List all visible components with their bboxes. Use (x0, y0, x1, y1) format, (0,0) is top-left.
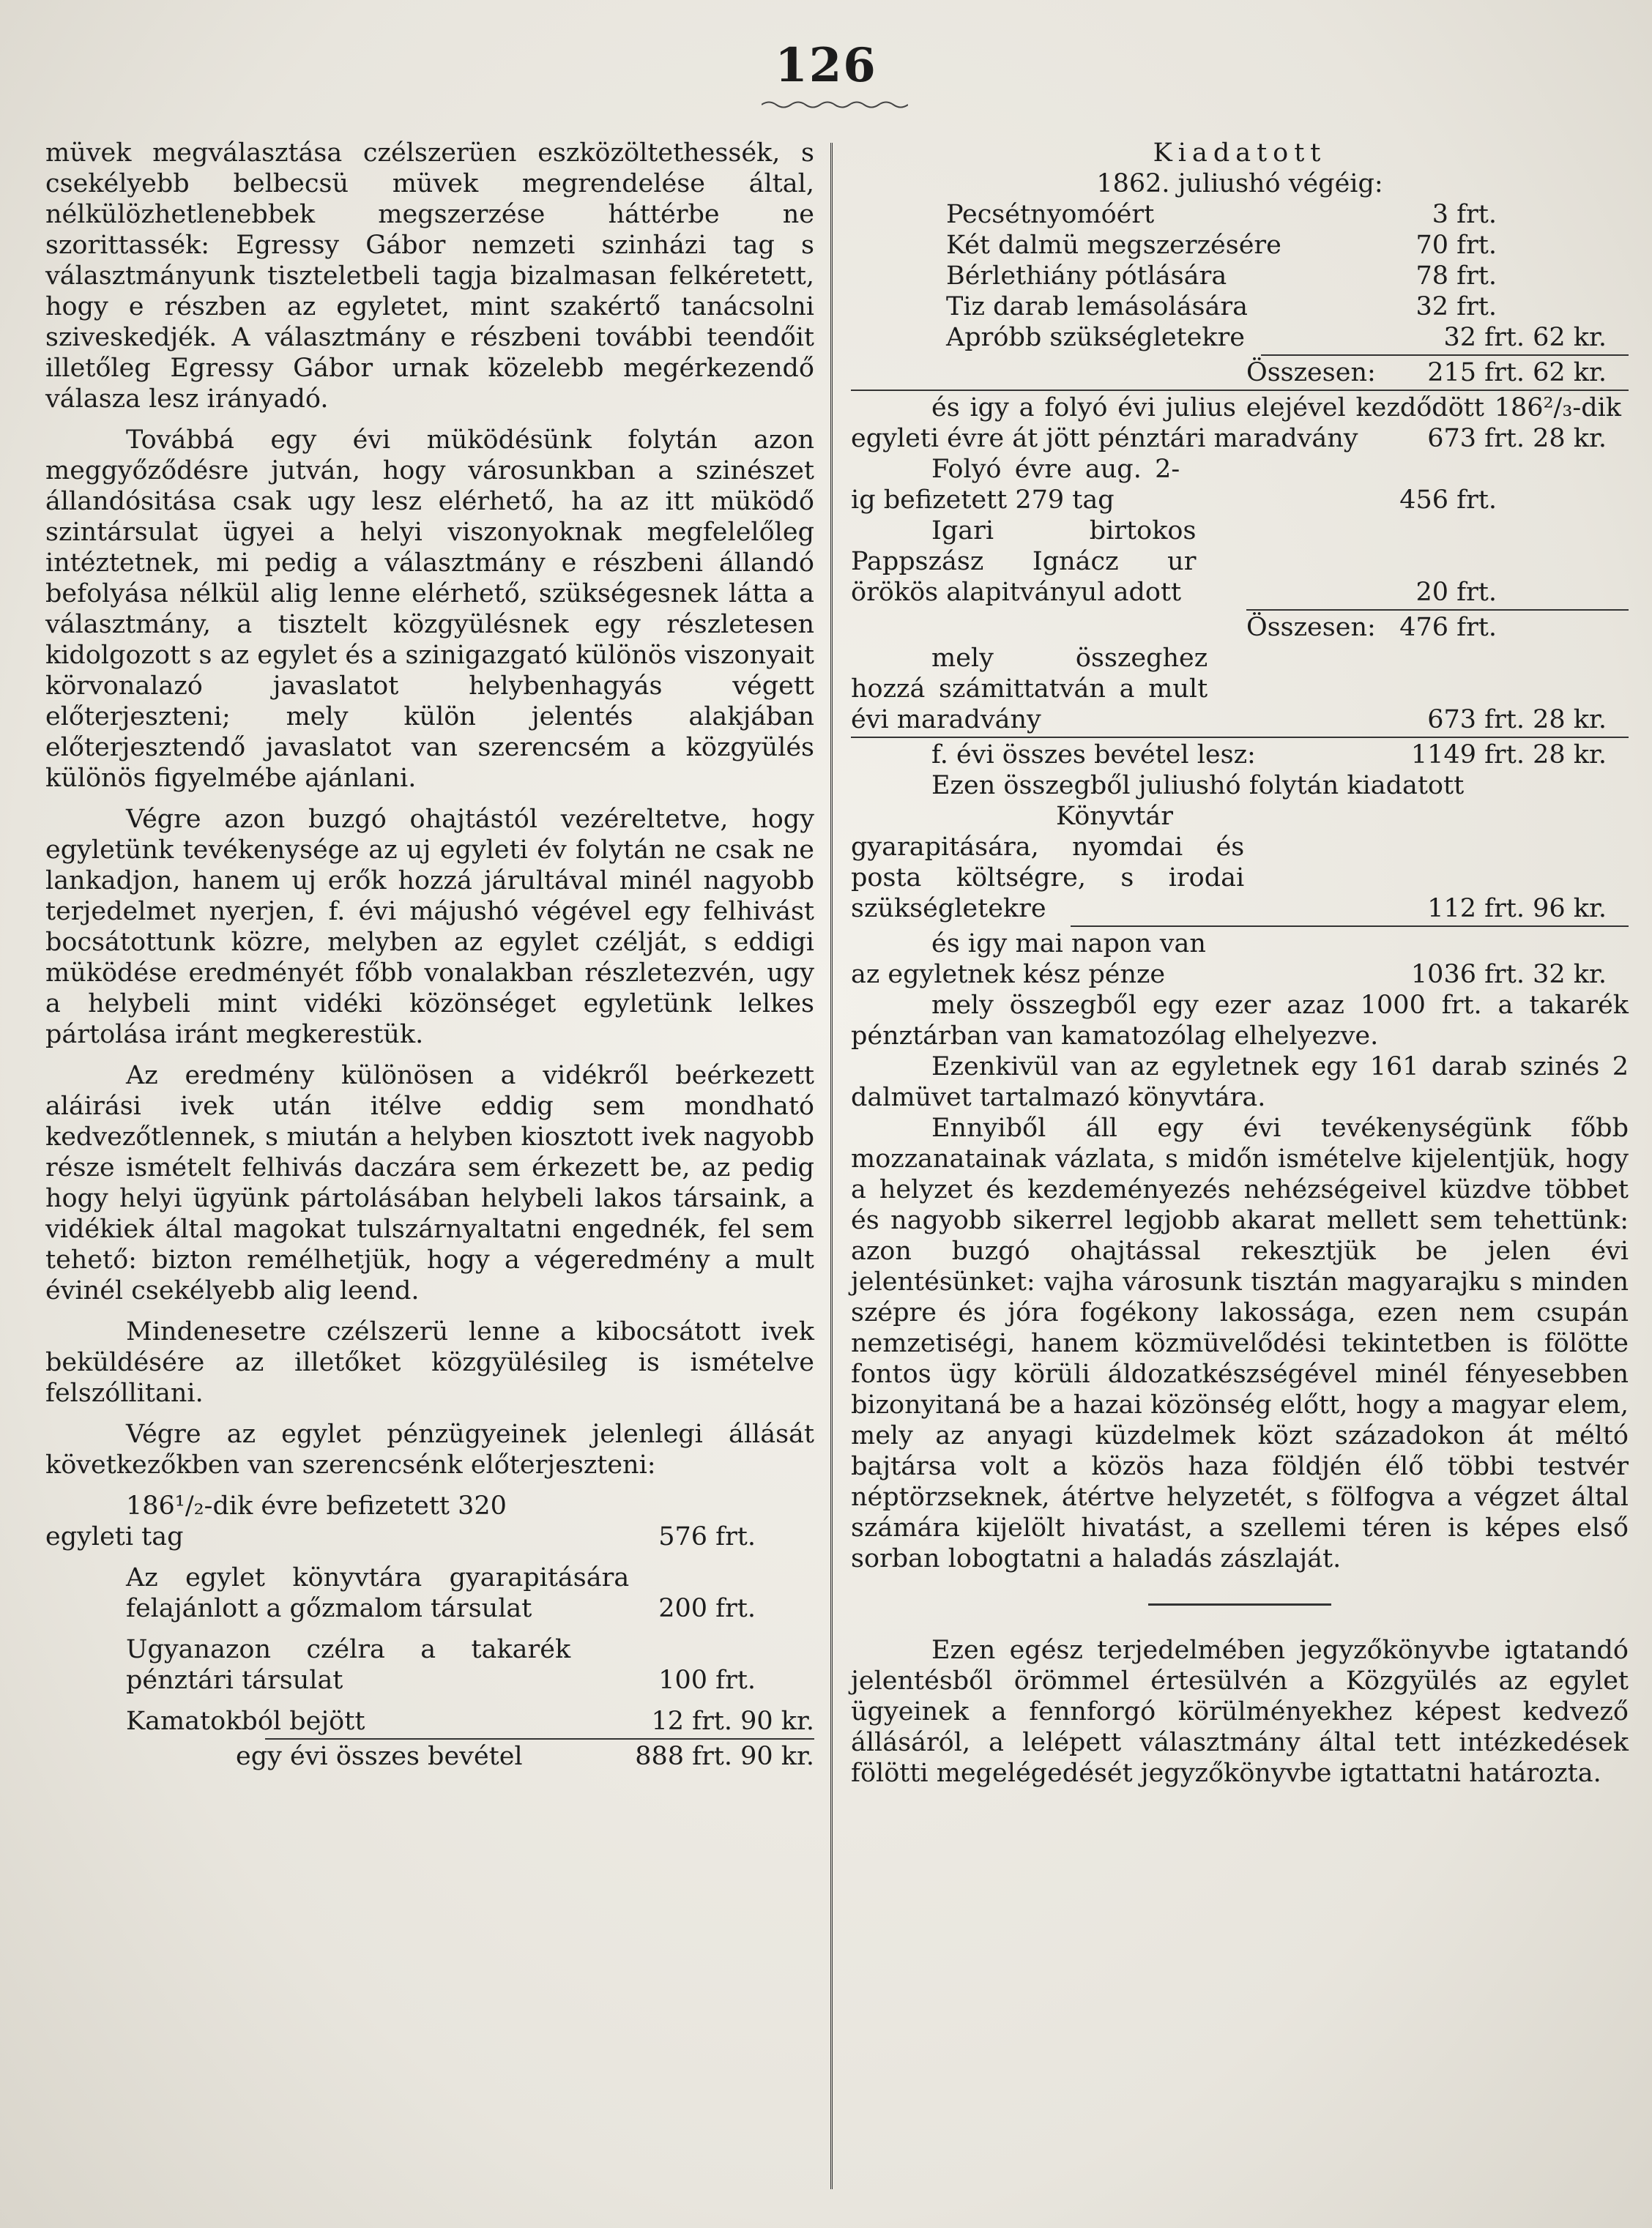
income-amount: 12 frt. 90 kr. (651, 1707, 814, 1736)
expense-amount: 3 frt. (1432, 200, 1497, 229)
expense-subheading: 1862. juliushó végéig: (1096, 169, 1383, 198)
sum-amount: 215 frt. 62 kr. (1427, 358, 1607, 387)
sum-line (1071, 925, 1629, 927)
expense-amount: 32 frt. (1415, 292, 1497, 321)
income-amount: 100 frt. (658, 1666, 756, 1695)
cash-amount: 1036 frt. 32 kr. (1410, 960, 1607, 989)
text-row (851, 770, 1629, 801)
expense-amount: 70 frt. (1415, 231, 1497, 260)
expense-intro: Ezen összegből juliushó folytán kiadatott (931, 771, 1465, 800)
total-label: egy évi összes bevétel (236, 1742, 523, 1771)
expense-heading: Kiadatott (1153, 138, 1327, 168)
cash-label: és igy mai napon van az egyletnek kész pénze (851, 929, 1206, 989)
expense-amount: 32 frt. 62 kr. (1443, 323, 1607, 352)
sum-line (1246, 609, 1629, 611)
expense-label: Apróbb szükségletekre (946, 323, 1245, 352)
income-label: 186¹/₂-dik évre befizetett 320 (126, 1491, 507, 1521)
income-amount: 20 frt. (1415, 578, 1497, 607)
income-total (45, 1741, 814, 1772)
ornament-divider (762, 100, 908, 110)
expense-row (851, 230, 1629, 261)
expense-row (851, 801, 1629, 924)
paragraph: mely összegből egy ezer azaz 1000 frt. a takarék pénztárban van kamatozólag elhelyezve. (851, 991, 1629, 1051)
income-amount: 200 frt. (658, 1594, 756, 1623)
sum-row (851, 612, 1629, 643)
sum-line (1261, 354, 1629, 356)
paragraph: müvek megválasztása czélszerüen eszközöltethessék, s csekélyebb belbecsü müvek megrendelése által, nélkülözhetlenebbek megszerzése háttérbe ne szorittassék: Egressy Gábor nemzeti szinházi tag s választmányunk tiszteletbeli tagja bizalmasan felkéretett, hogy e részben az egyletet, mint szakértő tanácsolni sziveskedjék. A választmány e részbeni további teendőit illetőleg Egressy Gábor urnak közelebb megérkezendő válasza lesz irányadó. (45, 138, 814, 414)
paragraph: Végre az egylet pénzügyeinek jelenlegi állását következőkben van szerencsénk előterjeszteni: (45, 1420, 814, 1480)
expense-amount: 112 frt. 96 kr. (1427, 894, 1607, 923)
balance-label: és igy a folyó évi julius elejével kezdődött 186²/₃-dik egyleti évre át jött pénztári maradvány (851, 393, 1621, 453)
income-label: Kamatokból bejött (126, 1707, 365, 1736)
expense-row (851, 291, 1629, 322)
paragraph: Ennyiből áll egy évi tevékenységünk főbb mozzanatainak vázlata, s midőn ismételve kijelentjük, hogy a helyzet és kezdeményezés nehézségeivel küzdve többet és nagyobb sikerrel legjobb akarat mellett sem tehettünk: azon buzgó ohajtással rekesztjük be jelen évi jelentésünket: vajha városunk tisztán magyarajku s minden szépre és jóra fogékony lakossága, ezen nem csupán nemzetiségi, hanem közmüvelődési tekintetben is fölötte fontos ügy körüli áldozatkészségével minél fényesebben bizonyitaná be a hazai közönség előtt, hogy a magyar elem, mely az anyagi küzdelmek közt századokon át méltó bajtársa volt a közös haza földjén élő többi testvér néptörzseknek, átértve helyzetét, s fölfogva a végzet által számára kijelölt hivatást, a szellemi téren is képes első sorban lobogtatni a haladás zászlaját. (851, 1114, 1629, 1573)
sum-row (851, 357, 1629, 388)
section-divider (1148, 1603, 1331, 1606)
paragraph: Végre azon buzgó ohajtástól vezéreltetve, hogy egyletünk tevékenysége az uj egyleti év folytán ne csak ne lankadjon, hanem uj erők hozzá járultával minél nagyobb terjedelmet nyerjen, f. évi májushó végével egy felhivást bocsátottunk közre, melyben az egylet czélját, s eddigi müködése eredményét főbb vonalakban részletezvén, ugy a helybeli mint vidéki közönséget egyletünk lelkes pártolása iránt megkerestük. (45, 805, 814, 1049)
expense-label: Bérlethiány pótlására (946, 261, 1227, 291)
balance-amount: 673 frt. 28 kr. (1427, 705, 1607, 734)
expense-row (851, 199, 1629, 230)
income-item (45, 1562, 814, 1624)
income-item (45, 1634, 814, 1696)
expense-label: Két dalmü megszerzésére (946, 231, 1281, 260)
income-label: egyleti tag (45, 1522, 184, 1551)
income-label: Az egylet könyvtára gyarapitására felajánlott a gőzmalom társulat (126, 1563, 630, 1623)
income-label: Folyó évre aug. 2-ig befizetett 279 tag (851, 455, 1180, 515)
sum-amount: 476 frt. (1399, 613, 1497, 642)
total-label: f. évi összes bevétel lesz: (931, 740, 1256, 770)
balance-label: mely összeghez hozzá számittatván a mult évi maradvány (851, 644, 1208, 734)
balance-row (851, 643, 1629, 735)
cash-row (851, 928, 1629, 990)
balance-amount: 673 frt. 28 kr. (1427, 424, 1607, 453)
income-row (851, 515, 1629, 608)
paragraph: Ezen egész terjedelmében jegyzőkönyvbe igtatandó jelentésből örömmel értesülvén a Közgyülés az egylet ügyeinek a fennforgó körülményekhez képest kedvező állásáról, a lelépett választmány által tett intézkedések fölötti megelégedését jegyzőkönyvbe igtattatni határozta. (851, 1636, 1629, 1788)
paragraph: Az eredmény különösen a vidékről beérkezett aláirási ivek után itélve eddig sem mondható kedvezőtlennek, s miután a helyben kiosztott ivek nagyobb része ismételt felhivás daczára sem érkezett be, az pedig hogy helyi ügyünk pártolásában helybeli lakos társaink, a vidékiek által magokat tulszárnyaltatni engednék, fel sem tehető: bizton remélhetjük, hogy a végeredmény a mult évinél csekélyebb alig leend. (45, 1061, 814, 1305)
paragraph: Mindenesetre czélszerü lenne a kibocsátott ivek beküldésére az illetőket közgyülésileg is ismételve felszóllitani. (45, 1317, 814, 1408)
income-amount: 456 frt. (1399, 485, 1497, 515)
total-amount: 1149 frt. 28 kr. (1410, 740, 1607, 770)
right-column (851, 138, 1629, 1789)
expense-label: Tiz darab lemásolására (946, 292, 1248, 321)
sum-line (851, 737, 1629, 738)
paragraph: Ezenkivül van az egyletnek egy 161 darab szinés 2 dalmüvet tartalmazó könyvtára. (851, 1052, 1629, 1112)
income-label: Ugyanazon czélra a takarék pénztári társulat (126, 1635, 571, 1695)
income-item (45, 1706, 814, 1737)
sum-label: Összesen: (1246, 358, 1376, 387)
expense-label: Pecsétnyomóért (946, 200, 1155, 229)
sum-line (265, 1738, 814, 1740)
total-row (851, 739, 1629, 770)
column-rule (830, 143, 833, 2189)
income-item (45, 1491, 814, 1552)
total-amount: 888 frt. 90 kr. (635, 1742, 814, 1771)
expense-label: Könyvtár gyarapitására, nyomdai és posta költségre, s irodai szükségletekre (851, 802, 1245, 923)
sum-line (851, 390, 1629, 391)
paragraph: Továbbá egy évi müködésünk folytán azon meggyőződésre jutván, hogy városunkban a szinészet állandósitása csak ugy lesz elérhető, ha az itt müködő szintársulat ügyei a helyi viszonyoknak megfelelőleg intéztetnek, mi pedig a választmány e részbeni állandó befolyása nélkül alig lenne elérhető, szükségesnek látta a választmány, a tisztelt közgyülésnek egy részletesen kidolgozott s az egylet és a szinigazgató különös viszonyait körvonalazó javaslatot helybenhagyás végett előterjeszteni; mely külön jelentés alakjában előterjesztendő javaslatot van szerencsém a közgyülés különös figyelmébe ajánlani. (45, 425, 814, 793)
expense-amount: 78 frt. (1415, 261, 1497, 291)
sum-label: Összesen: (1246, 613, 1376, 642)
left-column (45, 138, 814, 1772)
income-amount: 576 frt. (658, 1522, 756, 1551)
income-label: Igari birtokos Pappszász Ignácz ur örökös alapitványul adott (851, 516, 1197, 607)
income-row (851, 454, 1629, 515)
expense-row (851, 261, 1629, 291)
expense-row (851, 322, 1629, 353)
balance-amount-row (851, 423, 1629, 454)
page-number: 126 (775, 38, 877, 93)
